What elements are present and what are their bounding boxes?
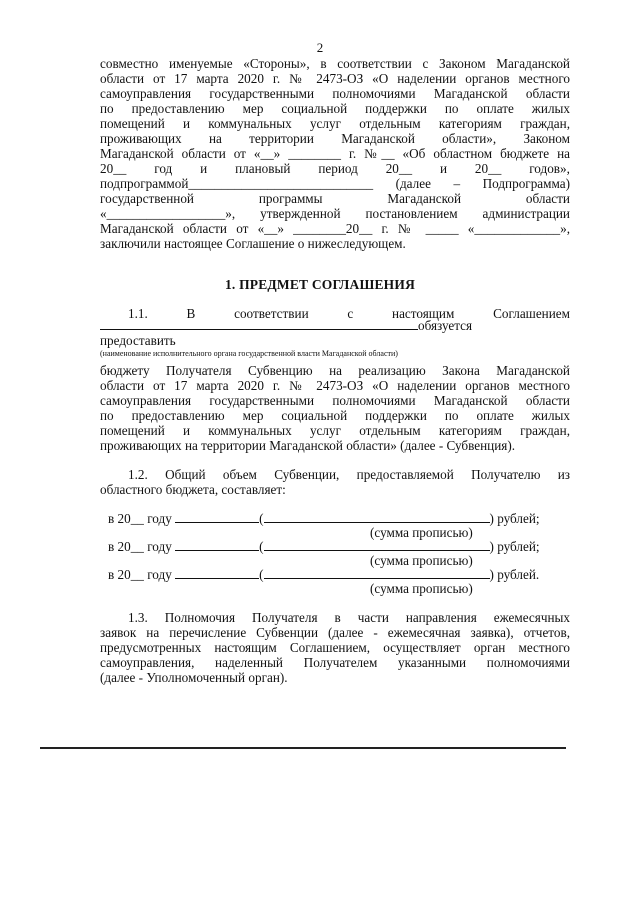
intro-line-6	[100, 131, 570, 146]
intro-line-7: Магаданской области от «__» ________ г. №__ «Об областном бюджете на	[100, 146, 570, 161]
word: программы	[258, 191, 323, 206]
intro-line-10	[100, 191, 570, 206]
word: и	[200, 161, 208, 176]
intro-line-3: самоуправления государственными полномочиями Магаданской области	[100, 86, 570, 101]
clause-1-3-line: предусмотренных настоящим Соглашением, осуществляет орган местного	[100, 640, 570, 655]
word: Законом	[523, 131, 570, 146]
amount-words-blank	[264, 511, 490, 523]
obligation-word: обязуется	[418, 318, 473, 333]
amount-words-blank	[264, 539, 490, 551]
clause-1-3-line: самоуправления, наделенный Получателем указанными полномочиями	[100, 655, 570, 670]
clause-1-3-line: заявок на перечисление Субвенции (далее - ежемесячная заявка), отчетов,	[100, 625, 570, 640]
intro-line-4: по предоставлению мер социальной поддержки по оплате жилых	[100, 101, 570, 116]
clause-1-1-line: по предоставлению мер социальной поддержки по оплате жилых	[100, 408, 570, 423]
word: год	[154, 161, 173, 176]
word: В	[186, 306, 196, 321]
clause-1-3-line: 1.3. Полномочия Получателя в части направления ежемесячных	[128, 610, 570, 625]
year-prefix: в 20__ году	[108, 567, 172, 582]
executive-body-caption: (наименование исполнительного органа государственной власти Магаданской области)	[100, 349, 398, 358]
clause-1-1-line: проживающих на территории Магаданской области» (далее - Субвенция).	[100, 438, 516, 453]
intro-line-13: заключили настоящее Соглашение о нижеследующем.	[100, 236, 406, 251]
clause-1-2-line-2: областного бюджета, составляет:	[100, 482, 286, 497]
word: период	[318, 161, 358, 176]
year-prefix: в 20__ году	[108, 511, 172, 526]
word: Магаданской	[387, 191, 462, 206]
clause-1-1-line: самоуправления государственными полномочиями Магаданской области	[100, 393, 570, 408]
year-prefix: в 20__ году	[108, 539, 172, 554]
amount-blank	[175, 539, 259, 551]
currency-suffix: ) рублей;	[489, 539, 540, 554]
word: 20__	[474, 161, 502, 176]
year-row-1: в 20__ году ( ) рублей;	[108, 511, 540, 526]
executive-body-blank-line	[100, 318, 472, 333]
clause-1-1-line: области от 17 марта 2020 г. № 2473-ОЗ «О наделении органов местного	[100, 378, 570, 393]
amount-words-blank	[264, 567, 490, 579]
amount-caption: (сумма прописью)	[370, 581, 473, 596]
currency-suffix: ) рублей.	[489, 567, 540, 582]
word: на	[208, 131, 222, 146]
page-bottom-rule	[40, 747, 566, 749]
intro-line-1: совместно именуемые «Стороны», в соответствии с Законом Магаданской	[100, 56, 570, 71]
intro-line-2: области от 17 марта 2020 г. № 2473-ОЗ «О наделении органов местного	[100, 71, 570, 86]
amount-blank	[175, 511, 259, 523]
currency-suffix: ) рублей;	[489, 511, 540, 526]
word: 20__	[385, 161, 413, 176]
year-row-2: в 20__ году ( ) рублей;	[108, 539, 540, 554]
intro-line-9: подпрограммой____________________________ (далее – Подпрограмма)	[100, 176, 570, 191]
provide-word: предоставить	[100, 333, 176, 348]
word: Магаданской	[341, 131, 415, 146]
amount-caption: (сумма прописью)	[370, 553, 473, 568]
word: и	[439, 161, 448, 176]
word: соответствии	[234, 306, 309, 321]
section-heading: 1. ПРЕДМЕТ СОГЛАШЕНИЯ	[224, 277, 416, 292]
clause-1-3-line: (далее - Уполномоченный орган).	[100, 670, 288, 685]
clause-1-2-line-1: 1.2. Общий объем Субвенции, предоставляемой Получателю из	[128, 467, 570, 482]
amount-blank	[175, 567, 259, 579]
intro-line-11: «__________________», утвержденной постановлением администрации	[100, 206, 570, 221]
intro-line-8	[100, 161, 570, 176]
amount-caption: (сумма прописью)	[370, 525, 473, 540]
year-row-3: в 20__ году ( ) рублей.	[108, 567, 540, 582]
word: плановый	[235, 161, 291, 176]
intro-line-5: помещений и коммунальных услуг отдельным категориям граждан,	[100, 116, 570, 131]
word: области	[525, 191, 570, 206]
word: настоящим	[392, 306, 455, 321]
blank-underline	[100, 318, 418, 330]
word: с	[347, 306, 354, 321]
clause-1-1-line: помещений и коммунальных услуг отдельным категориям граждан,	[100, 423, 570, 438]
word: государственной	[100, 191, 194, 206]
word: области»,	[442, 131, 497, 146]
word: годов»,	[529, 161, 570, 176]
intro-line-12: Магаданской области от «__» ________20__ г. № _____ «_____________»,	[100, 221, 570, 236]
word: 20__	[100, 161, 127, 176]
word: Соглашением	[493, 306, 570, 321]
word: территории	[249, 131, 314, 146]
word: 1.1.	[128, 306, 148, 321]
clause-1-1-line: бюджету Получателя Субвенцию на реализацию Закона Магаданской	[100, 363, 570, 378]
word: проживающих	[100, 131, 182, 146]
page-number: 2	[316, 40, 324, 55]
